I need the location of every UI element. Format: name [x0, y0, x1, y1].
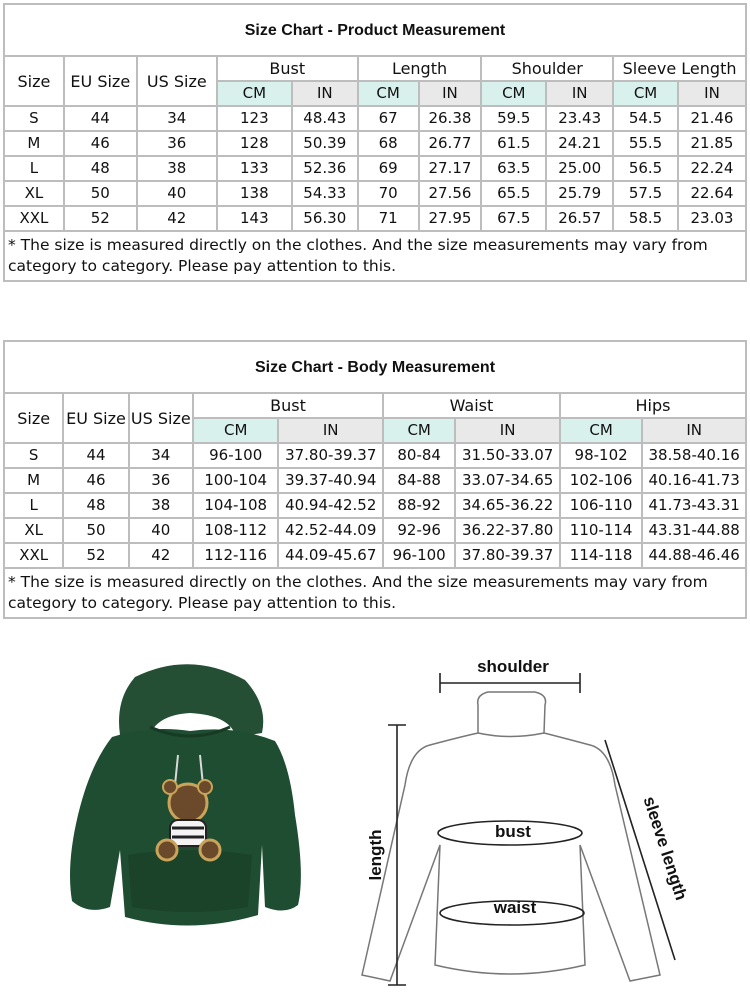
measurement-cell: 50 [64, 519, 127, 542]
measurement-cell: 65.5 [482, 182, 545, 205]
measurement-cell: 55.5 [614, 132, 677, 155]
table-row [5, 519, 745, 542]
measurement-cell: 44 [64, 444, 127, 467]
measurement-cell: 39.37-40.94 [279, 469, 382, 492]
measurement-cell: 96-100 [194, 444, 277, 467]
waist-header: Waist [384, 394, 559, 417]
table-title: Size Chart - Body Measurement [5, 342, 745, 392]
measurement-cell: 21.85 [679, 132, 745, 155]
in-header: IN [293, 82, 357, 105]
measurement-cell: 59.5 [482, 107, 545, 130]
size-cell: L [5, 494, 62, 517]
measurement-cell: 42 [138, 207, 216, 230]
measurement-cell: 37.80-39.37 [279, 444, 382, 467]
in-header: IN [643, 419, 745, 442]
measurement-cell: 104-108 [194, 494, 277, 517]
measurement-cell: 34.65-36.22 [456, 494, 559, 517]
product-table-rows [5, 107, 745, 230]
measurement-cell: 24.21 [547, 132, 612, 155]
measurement-cell: 67 [359, 107, 418, 130]
table-row [5, 544, 745, 567]
measurement-note: * The size is measured directly on the clothes. And the size measurements may vary from category to category. Please pay attention to this. [5, 232, 745, 280]
bust-header: Bust [218, 57, 357, 80]
hoodie-image [70, 664, 301, 925]
table-row [5, 469, 745, 492]
measurement-note: * The size is measured directly on the clothes. And the size measurements may vary from category to category. Please pay attention to this. [5, 569, 745, 617]
in-header: IN [456, 419, 559, 442]
measurement-cell: 26.38 [420, 107, 481, 130]
measurement-cell: 40.94-42.52 [279, 494, 382, 517]
size-cell: XXL [5, 544, 62, 567]
measurement-cell: 25.79 [547, 182, 612, 205]
table-title: Size Chart - Product Measurement [5, 5, 745, 55]
measurement-cell: 36 [138, 132, 216, 155]
cm-header: CM [384, 419, 454, 442]
measurement-cell: 27.56 [420, 182, 481, 205]
size-header: Size [5, 57, 63, 105]
measurement-cell: 31.50-33.07 [456, 444, 559, 467]
table-row [5, 207, 745, 230]
eu-size-header: EU Size [64, 394, 127, 442]
measurement-cell: 88-92 [384, 494, 454, 517]
in-header: IN [547, 82, 612, 105]
body-table-rows [5, 444, 745, 567]
size-cell: M [5, 469, 62, 492]
size-cell: S [5, 444, 62, 467]
measurement-cell: 84-88 [384, 469, 454, 492]
us-size-header: US Size [130, 394, 192, 442]
measurement-cell: 138 [218, 182, 291, 205]
measurement-cell: 48.43 [293, 107, 357, 130]
measurement-cell: 46 [64, 469, 127, 492]
measurement-cell: 43.31-44.88 [643, 519, 745, 542]
cm-header: CM [614, 82, 677, 105]
measurement-cell: 40 [138, 182, 216, 205]
in-header: IN [279, 419, 382, 442]
in-header: IN [679, 82, 745, 105]
sleeve-length-header: Sleeve Length [614, 57, 745, 80]
shoulder-header: Shoulder [482, 57, 612, 80]
measurement-cell: 21.46 [679, 107, 745, 130]
measurement-cell: 102-106 [561, 469, 641, 492]
waist-label: waist [493, 898, 537, 917]
bust-label: bust [495, 822, 531, 841]
bust-header: Bust [194, 394, 382, 417]
size-header: Size [5, 394, 62, 442]
measurement-cell: 61.5 [482, 132, 545, 155]
measurement-cell: 52.36 [293, 157, 357, 180]
measurement-cell: 54.5 [614, 107, 677, 130]
in-header: IN [420, 82, 481, 105]
measurement-cell: 38 [130, 494, 192, 517]
cm-header: CM [218, 82, 291, 105]
measurement-cell: 100-104 [194, 469, 277, 492]
measurement-cell: 34 [138, 107, 216, 130]
measurement-cell: 37.80-39.37 [456, 544, 559, 567]
measurement-cell: 92-96 [384, 519, 454, 542]
measurement-cell: 80-84 [384, 444, 454, 467]
measurement-cell: 50 [65, 182, 136, 205]
us-size-header: US Size [138, 57, 216, 105]
measurement-cell: 67.5 [482, 207, 545, 230]
measurement-cell: 23.43 [547, 107, 612, 130]
measurement-cell: 38.58-40.16 [643, 444, 745, 467]
measurement-cell: 38 [138, 157, 216, 180]
measurement-cell: 26.77 [420, 132, 481, 155]
measurement-cell: 27.95 [420, 207, 481, 230]
measurement-cell: 22.64 [679, 182, 745, 205]
measurement-lines [388, 673, 675, 985]
size-cell: XL [5, 182, 63, 205]
size-cell: XXL [5, 207, 63, 230]
measurement-cell: 68 [359, 132, 418, 155]
shoulder-label: shoulder [477, 657, 549, 676]
measurement-cell: 57.5 [614, 182, 677, 205]
measurement-cell: 40 [130, 519, 192, 542]
measurement-cell: 71 [359, 207, 418, 230]
size-cell: S [5, 107, 63, 130]
measurement-cell: 112-116 [194, 544, 277, 567]
table-row [5, 132, 745, 155]
sleeve-length-label: sleeve length [639, 794, 691, 903]
table-row [5, 107, 745, 130]
measurement-cell: 110-114 [561, 519, 641, 542]
measurement-cell: 58.5 [614, 207, 677, 230]
measurement-cell: 36.22-37.80 [456, 519, 559, 542]
measurement-cell: 41.73-43.31 [643, 494, 745, 517]
cm-header: CM [359, 82, 418, 105]
measurement-cell: 63.5 [482, 157, 545, 180]
eu-size-header: EU Size [65, 57, 136, 105]
cm-header: CM [561, 419, 641, 442]
measurement-cell: 40.16-41.73 [643, 469, 745, 492]
measurement-cell: 48 [64, 494, 127, 517]
measurement-cell: 106-110 [561, 494, 641, 517]
measurement-cell: 42.52-44.09 [279, 519, 382, 542]
measurement-cell: 33.07-34.65 [456, 469, 559, 492]
measurement-cell: 27.17 [420, 157, 481, 180]
size-cell: XL [5, 519, 62, 542]
measurement-cell: 42 [130, 544, 192, 567]
table-row [5, 494, 745, 517]
size-cell: L [5, 157, 63, 180]
measurement-cell: 143 [218, 207, 291, 230]
measurement-cell: 50.39 [293, 132, 357, 155]
measurement-cell: 36 [130, 469, 192, 492]
measurement-cell: 133 [218, 157, 291, 180]
measurement-cell: 23.03 [679, 207, 745, 230]
measurement-cell: 44.88-46.46 [643, 544, 745, 567]
measurement-cell: 46 [65, 132, 136, 155]
table-row [5, 182, 745, 205]
measurement-cell: 54.33 [293, 182, 357, 205]
measurement-cell: 108-112 [194, 519, 277, 542]
measurement-cell: 96-100 [384, 544, 454, 567]
measurement-cell: 98-102 [561, 444, 641, 467]
measurement-cell: 69 [359, 157, 418, 180]
cm-header: CM [194, 419, 277, 442]
length-label: length [366, 829, 385, 881]
size-cell: M [5, 132, 63, 155]
measurement-cell: 34 [130, 444, 192, 467]
measurement-cell: 22.24 [679, 157, 745, 180]
product-size-table [3, 3, 747, 282]
measurement-cell: 114-118 [561, 544, 641, 567]
measurement-cell: 26.57 [547, 207, 612, 230]
measurement-cell: 70 [359, 182, 418, 205]
cm-header: CM [482, 82, 545, 105]
body-size-table [3, 340, 747, 619]
table-row [5, 444, 745, 467]
measurement-cell: 128 [218, 132, 291, 155]
product-illustrations [0, 645, 750, 1000]
measurement-cell: 52 [65, 207, 136, 230]
table-row [5, 157, 745, 180]
measurement-cell: 52 [64, 544, 127, 567]
hips-header: Hips [561, 394, 745, 417]
measurement-cell: 48 [65, 157, 136, 180]
measurement-cell: 25.00 [547, 157, 612, 180]
measurement-cell: 44.09-45.67 [279, 544, 382, 567]
measurement-cell: 123 [218, 107, 291, 130]
length-header: Length [359, 57, 481, 80]
measurement-cell: 44 [65, 107, 136, 130]
measurement-cell: 56.30 [293, 207, 357, 230]
measurement-cell: 56.5 [614, 157, 677, 180]
